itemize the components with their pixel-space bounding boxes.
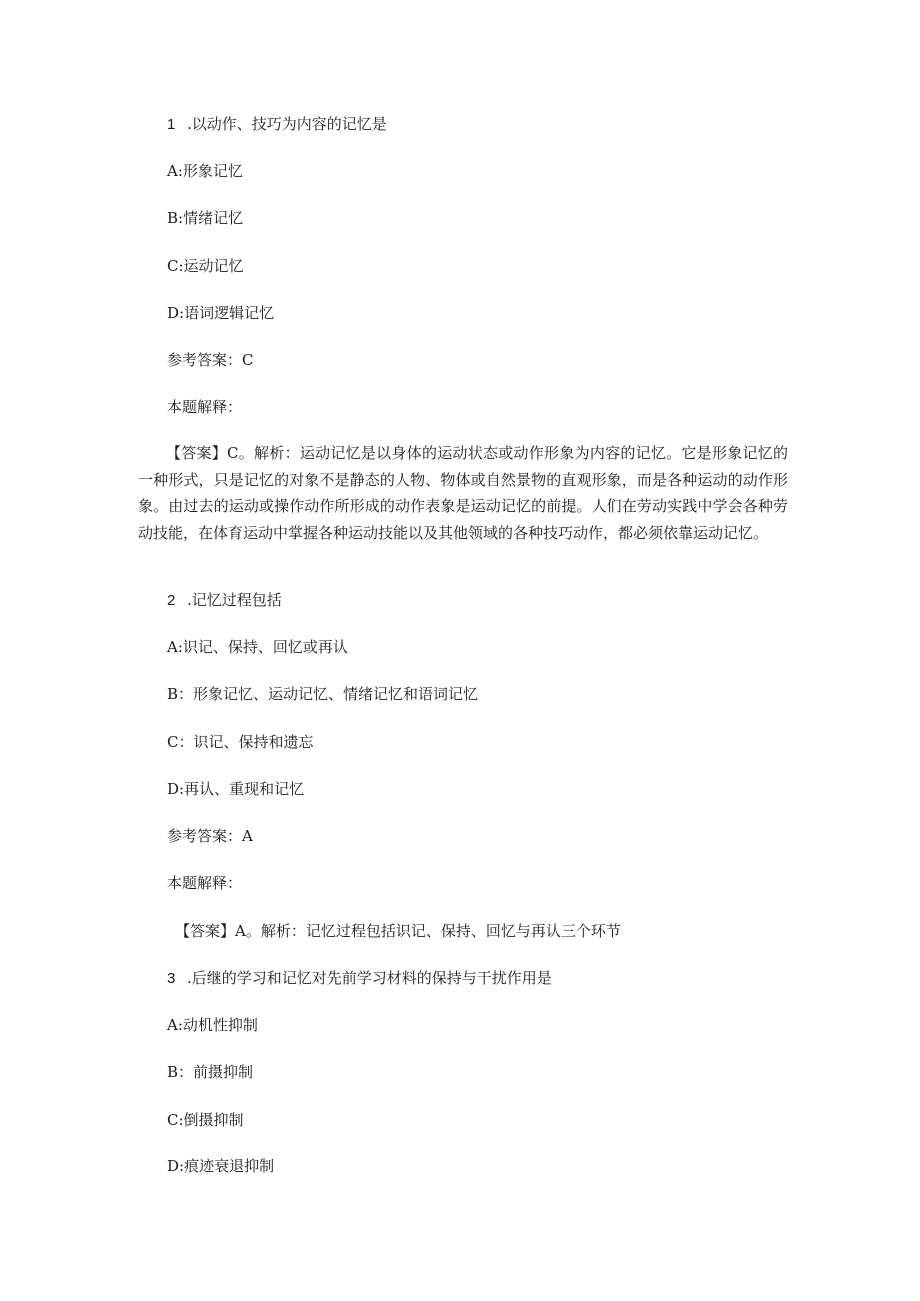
question-text: .记忆过程包括 — [187, 591, 282, 609]
question-3-option-b: B：前摄抑制 — [167, 1063, 254, 1081]
question-1-explain-label: 本题解释： — [167, 398, 243, 416]
question-2-option-d: D:再认、重现和记忆 — [167, 780, 305, 798]
question-3-option-a: A:动机性抑制 — [167, 1016, 258, 1034]
question-2-explanation: 【答案】A。解析：记忆过程包括识记、保持、回忆与再认三个环节 — [175, 922, 621, 940]
question-1-option-d: D:语词逻辑记忆 — [167, 304, 275, 322]
question-3-option-c: C:倒摄抑制 — [167, 1111, 244, 1129]
question-1-option-c: C:运动记忆 — [167, 257, 244, 275]
question-2-option-a: A:识记、保持、回忆或再认 — [167, 638, 348, 656]
question-2-explain-label: 本题解释： — [167, 874, 243, 892]
question-1-answer: 参考答案：C — [167, 351, 254, 369]
question-2-option-b: B：形象记忆、运动记忆、情绪记忆和语词记忆 — [167, 685, 479, 703]
question-3-option-d: D:痕迹衰退抑制 — [167, 1157, 275, 1175]
question-number: 1 — [167, 116, 176, 133]
question-1-option-a: A:形象记忆 — [167, 162, 243, 180]
question-1-option-b: B:情绪记忆 — [167, 209, 244, 227]
question-2-option-c: C：识记、保持和遗忘 — [167, 733, 314, 751]
question-1-explanation: 【答案】C。解析：运动记忆是以身体的运动状态或动作形象为内容的记忆。它是形象记忆的一种形式，只是记忆的对象不是静态的人物、物体或自然景物的直观形象，而是各种运动的动作形象。由过去的运动或操作动作所形成的动作表象是运动记忆的前提。人们在劳动实践中学会各种劳动技能，在体育运动中掌握各种运动技能以及其他领域的各种技巧动作，都必须依靠运动记忆。 — [138, 444, 788, 542]
question-number: 3 — [167, 970, 176, 987]
question-number: 2 — [167, 592, 176, 609]
question-1-stem — [167, 114, 387, 135]
question-2-answer: 参考答案：A — [167, 827, 253, 845]
question-text: .后继的学习和记忆对先前学习材料的保持与干扰作用是 — [187, 969, 552, 987]
question-3-stem — [167, 968, 552, 989]
question-2-stem — [167, 590, 282, 611]
question-text: .以动作、技巧为内容的记忆是 — [187, 115, 387, 133]
